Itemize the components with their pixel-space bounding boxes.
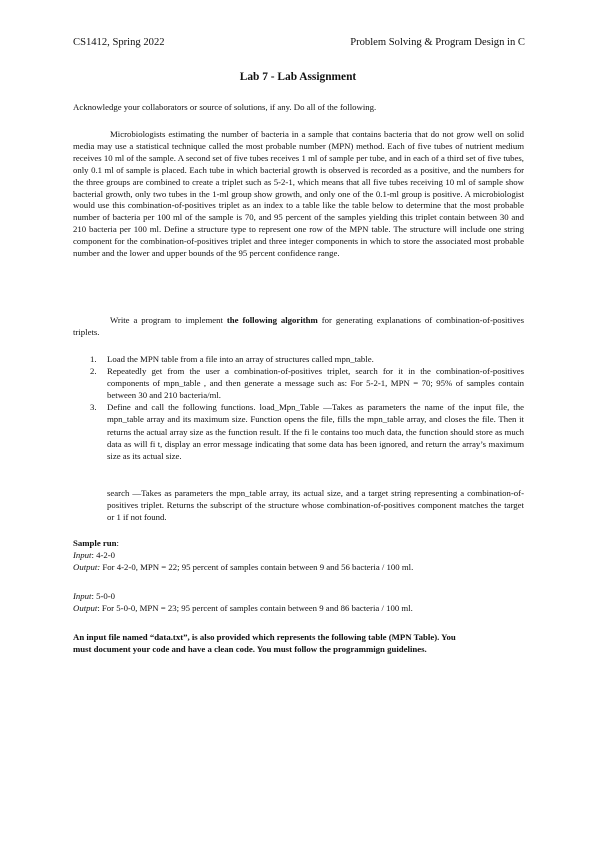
sample-run-label: Sample run xyxy=(73,538,117,548)
input-value: : 5-0-0 xyxy=(91,591,116,601)
sample-input-1 xyxy=(73,549,524,561)
output-label: Output: xyxy=(73,562,101,572)
course-label: CS1412, Spring 2022 xyxy=(73,37,165,48)
acknowledge-text: Acknowledge your collaborators or source of solutions, if any. Do all of the following. xyxy=(73,102,377,112)
step-number: 2. xyxy=(90,366,97,377)
list-item xyxy=(73,401,524,461)
output-value: : For 5-0-0, MPN = 23; 95 percent of samples contain between 9 and 86 bacteria / 100 ml. xyxy=(97,603,413,613)
intro-paragraph: Microbiologists estimating the number of bacteria in a sample that contains bacteria that do not grow well on solid media may use a statistical technique called the most probable number (MPN) method. Each of five tubes of nutrient medium receives 10 ml of the sample. A second set of five tubes receives 1 ml of sample per tube, and in each of a third set of five tubes, only 0.1 ml of sample is placed. Each tube in which bacterial growth is observed is recorded as a positive, and the numbers for the three groups are combined to create a triplet such as 5-2-1, which means that all five tubes receiving 10 ml of sample show bacterial growth, only two tubes in the 1-ml group show growth, and only one of the 0.1-ml group is positive. A microbiologist would use this combination-of-positives triplet as an index to a table like the table below to determine that the most probable number of bacteria per 100 ml of the sample is 70, and 95 percent of the samples yielding this triplet contain between 30 and 210 bacteria per 100 ml. Define a structure type to represent one row of the MPN table. The structure will include one string component for the combination-of-positives triplet and three integer components in which to store the associated most probable number and the lower and upper bounds of the 95 percent confidence range. xyxy=(73,129,524,259)
input-file-note: An input file named “data.txt”, is also provided which represents the following table (MPN Table). You must document your code and have a clean code. You must follow the programmign guidelines. xyxy=(73,632,456,655)
list-item xyxy=(73,353,524,365)
task-paragraph xyxy=(73,314,524,338)
step-number: 1. xyxy=(90,354,97,364)
task-text-bold: the following algorithm xyxy=(226,315,318,325)
sample-output-1 xyxy=(73,561,524,573)
sample-run-heading xyxy=(73,537,524,549)
sample-input-2 xyxy=(73,590,524,602)
step-text: Define and call the following functions. load_Mpn_Table —Takes as parameters the name of the input file, the mpn_table array and its maximum size. Function opens the file, fills the mpn_table array, and closes the file. Then it returns the actual array size as the function result. If the fi le contains too much data, the function should store as much data as will fi t, display an error message indicating that some data has been ignored, and return the array’s maximum size as its actual size. xyxy=(107,402,524,461)
course-title: Problem Solving & Program Design in C xyxy=(350,37,525,48)
task-text-after: for generating explanations of combination-of-positives triplets. xyxy=(73,315,524,337)
output-value: For 4-2-0, MPN = 22; 95 percent of samples contain between 9 and 56 bacteria / 100 ml. xyxy=(100,562,414,572)
algorithm-steps xyxy=(73,353,524,462)
sample-run-colon: : xyxy=(116,538,119,548)
input-label: Input xyxy=(73,591,92,601)
sample-output-2 xyxy=(73,602,524,614)
input-value: : 4-2-0 xyxy=(91,550,116,560)
input-label: Input xyxy=(73,550,92,560)
page-title: Lab 7 - Lab Assignment xyxy=(239,71,357,83)
page-header xyxy=(73,37,525,51)
step-text: Load the MPN table from a file into an array of structures called mpn_table. xyxy=(107,354,374,364)
list-item xyxy=(73,365,524,401)
task-text-before: Write a program to implement xyxy=(110,315,227,325)
output-label: Output xyxy=(73,603,98,613)
step-text: Repeatedly get from the user a combination-of-positives triplet, search for it in the combination-of-positives components of mpn_table , and then generate a message such as: For 5-2-1, MPN = 70; 95% of samples contain between 30 and 210 bacteria/ml. xyxy=(107,366,524,401)
search-function-description: search —Takes as parameters the mpn_table array, its actual size, and a target string representing a combination-of-positives triplet. Returns the subscript of the structure whose combination-of-positives component matches the target or 1 if not found. xyxy=(107,488,524,523)
step-number: 3. xyxy=(90,402,97,413)
